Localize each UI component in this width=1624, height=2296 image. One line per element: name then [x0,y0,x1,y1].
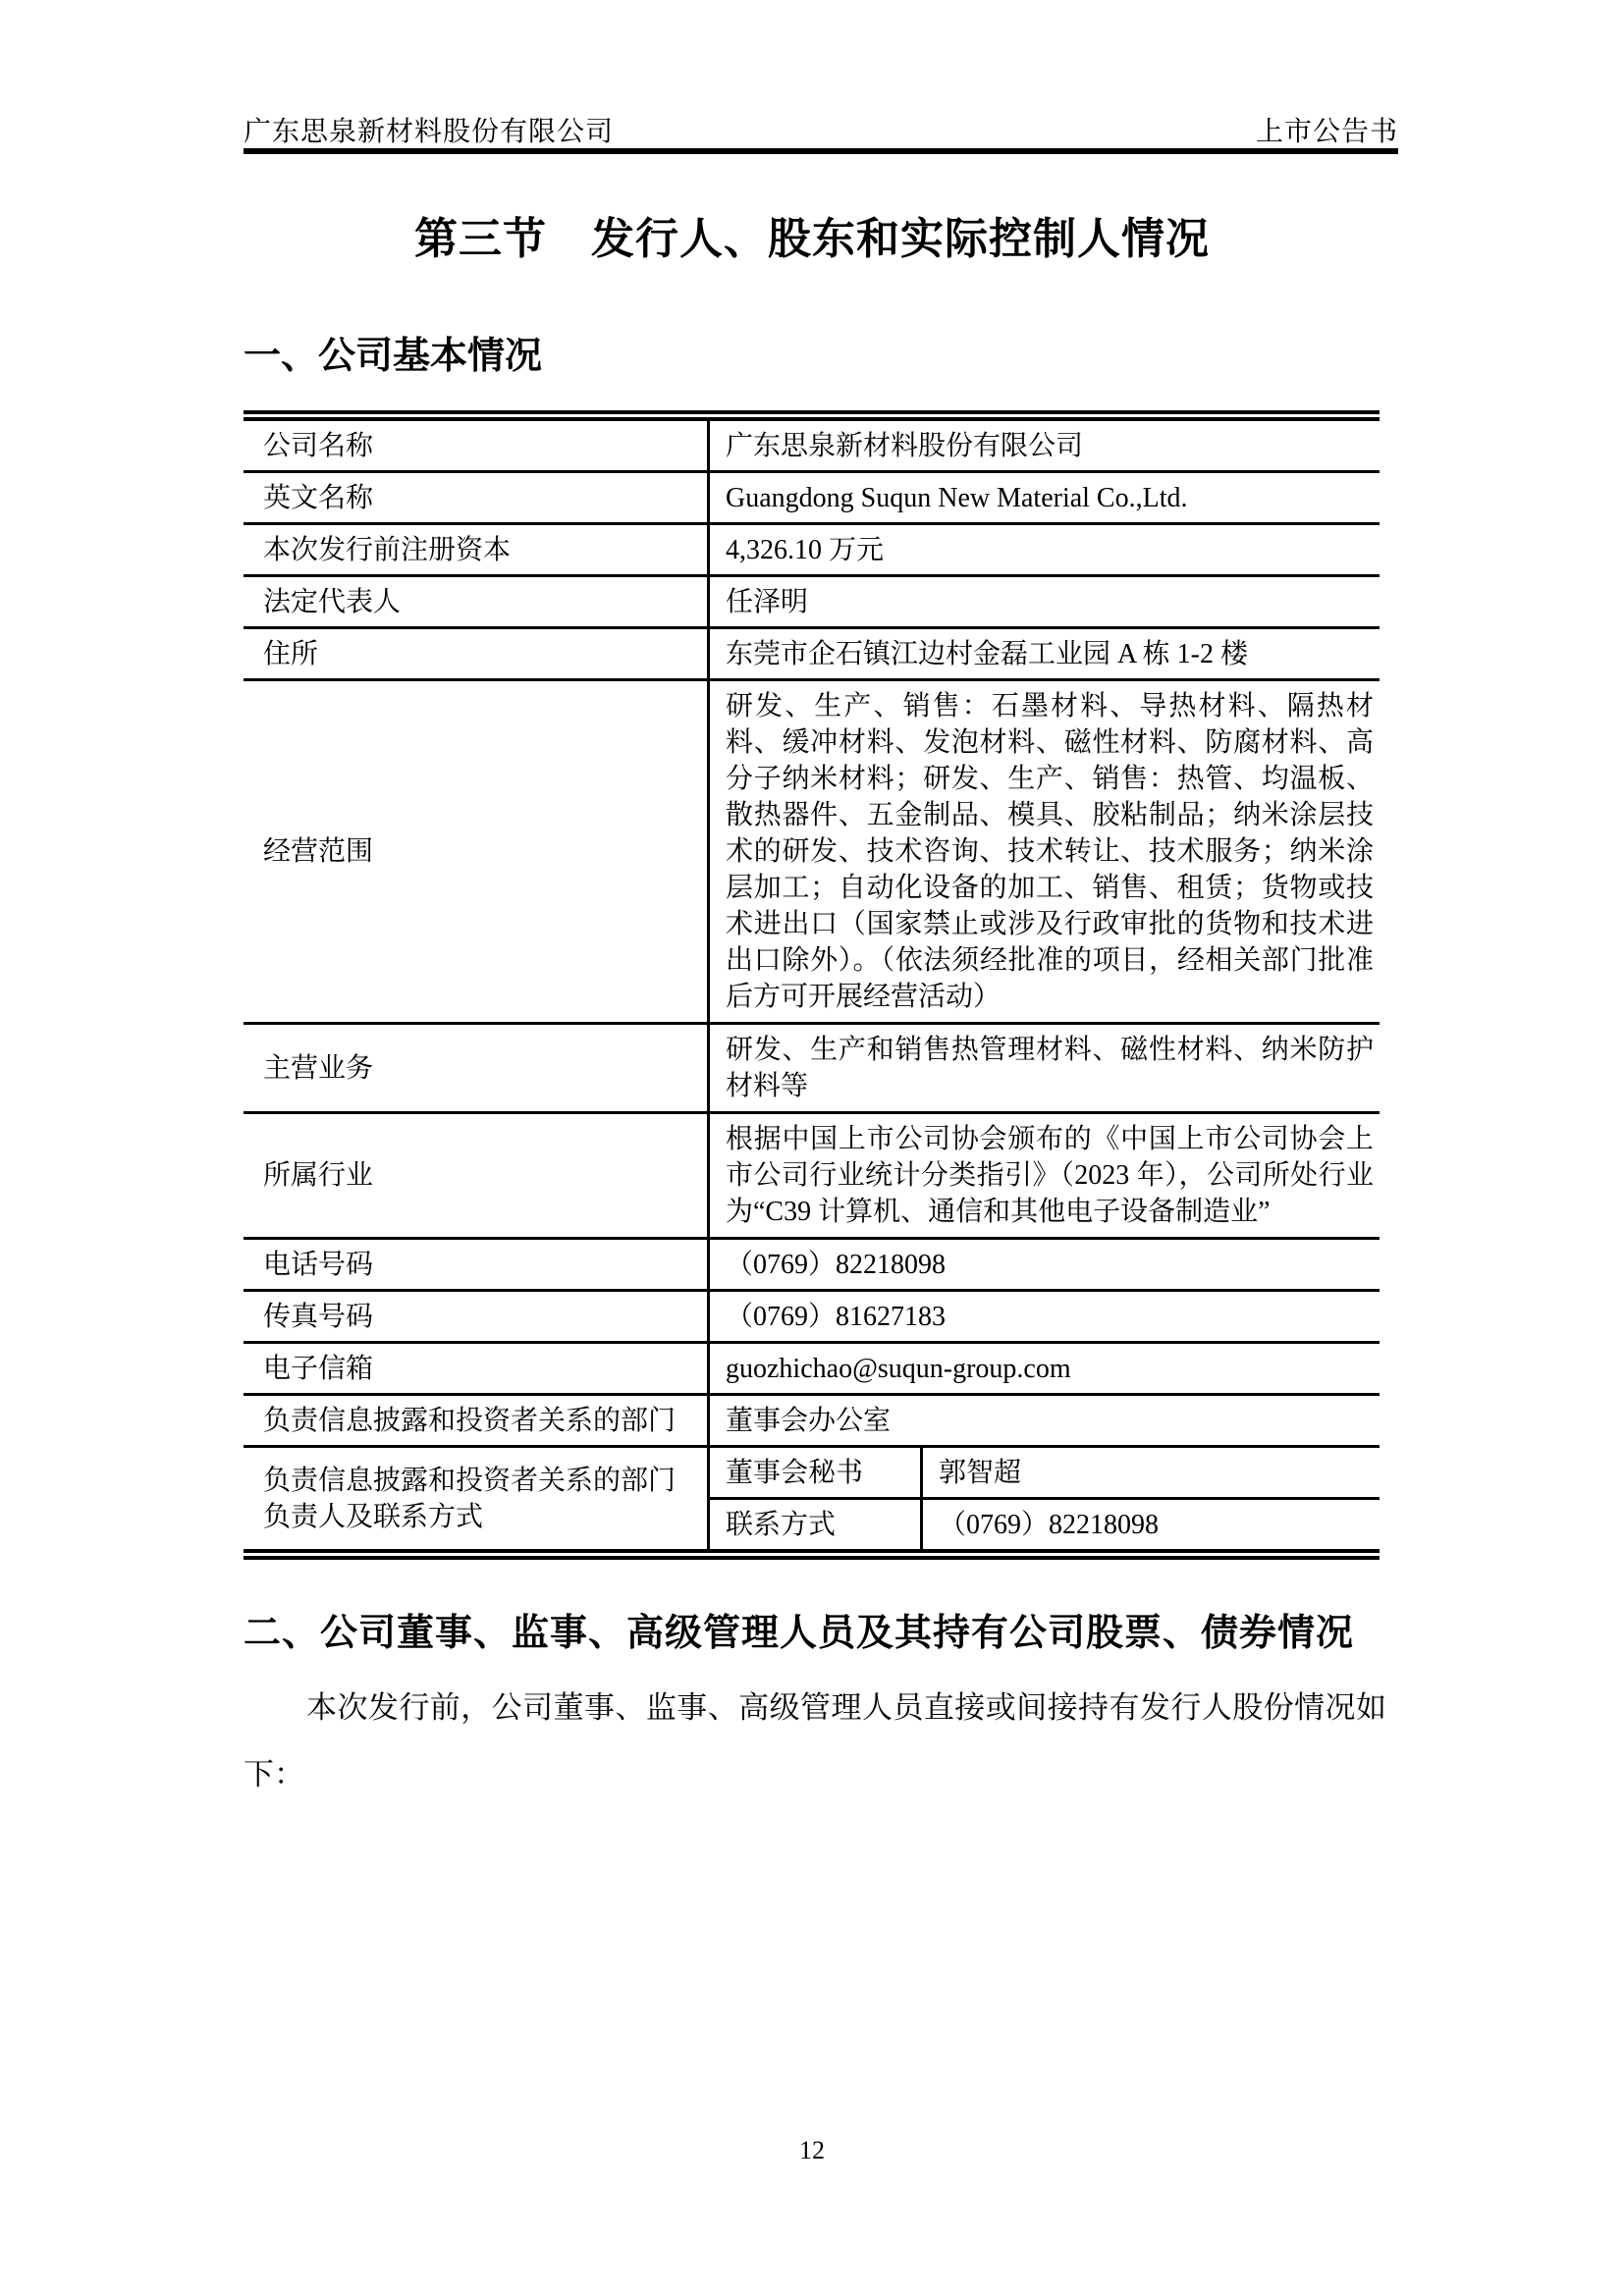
table-row-registered-capital [244,525,1380,577]
row-label [244,1292,707,1341]
row-value [707,525,1380,574]
row-value [707,1114,1380,1237]
row-value-text: （0769）82218098 [726,1249,947,1280]
sub-row-key [710,1500,920,1549]
row-label [244,1114,707,1237]
section2-paragraph: 本次发行前，公司董事、监事、高级管理人员直接或间接持有发行人股份情况如下： [244,1690,1386,1791]
row-label-text: 经营范围 [263,836,374,867]
row-label-text: 英文名称 [263,482,374,513]
row-label-text: 主营业务 [263,1052,374,1084]
section1-heading: 一、公司基本情况 [244,336,543,377]
row-label-text: 传真号码 [263,1301,374,1332]
nested-subtable [707,1448,1380,1549]
row-value-text: 研发、生产、销售：石墨材料、导热材料、隔热材料、缓冲材料、发泡材料、磁性材料、防腐材料、高分子纳米材料；研发、生产、销售：热管、均温板、散热器件、五金制品、模具、胶粘制品；纳米涂层技术的研发、技术咨询、技术转让、技术服务；纳米涂层加工；自动化设备的加工、销售、租赁；货物或技术进出口（国家禁止或涉及行政审批的货物和技术进出口除外）。（依法须经批准的项目，经相关部门批准后方可开展经营活动） [726,691,1374,1012]
table-row-phone [244,1240,1380,1292]
sub-row-secretary [710,1448,1380,1500]
row-value [707,1240,1380,1289]
row-value-text: 4,326.10 万元 [726,534,885,565]
row-value [707,681,1380,1022]
page-title: 第三节 发行人、股东和实际控制人情况 [414,215,1210,263]
row-value-text: guozhichao@suqun-group.com [726,1353,1071,1384]
row-value-text: 广东思泉新材料股份有限公司 [726,430,1084,461]
row-label [244,1240,707,1289]
table-row-english-name [244,473,1380,525]
table-row-fax [244,1292,1380,1344]
page-number: 12 [799,2136,825,2164]
row-value-text: 根据中国上市公司协会颁布的《中国上市公司协会上市公司行业统计分类指引》（2023 年），公司所处行业为“C39 计算机、通信和其他电子设备制造业” [726,1124,1374,1227]
company-info-table [244,410,1380,1560]
row-value-text: （0769）81627183 [726,1301,947,1332]
row-label [244,1025,707,1111]
section2-heading: 二、公司董事、监事、高级管理人员及其持有公司股票、债券情况 [244,1613,1355,1654]
row-value-text: 研发、生产和销售热管理材料、磁性材料、纳米防护材料等 [726,1035,1374,1101]
table-row-address [244,629,1380,681]
row-label [244,421,707,470]
row-value [707,1344,1380,1393]
row-label [244,1396,707,1445]
row-label-text: 公司名称 [263,430,374,461]
row-label-text: 电话号码 [263,1249,374,1280]
table-row-business-scope [244,681,1380,1025]
row-label-text: 负责信息披露和投资者关系的部门负责人及联系方式 [263,1465,677,1532]
sub-row-value-text: （0769）82218098 [939,1509,1160,1540]
row-value [707,577,1380,626]
row-label [244,681,707,1022]
row-label [244,577,707,626]
header-doc-type: 上市公告书 [1255,117,1398,147]
row-label-text: 本次发行前注册资本 [263,534,512,565]
row-label-text: 负责信息披露和投资者关系的部门 [263,1405,677,1436]
row-value [707,473,1380,522]
sub-row-value [920,1500,1380,1549]
row-label-text: 所属行业 [263,1160,374,1191]
sub-row-value [920,1448,1380,1497]
row-label-text: 住所 [263,638,319,669]
header-rule [244,148,1398,154]
table-row-company-name [244,421,1380,473]
table-row-ir-department [244,1396,1380,1448]
table-row-main-business [244,1025,1380,1114]
row-label [244,1344,707,1393]
row-value [707,1292,1380,1341]
sub-row-key-text: 联系方式 [726,1509,837,1540]
row-value-text: 任泽明 [726,586,809,617]
table-row-legal-representative [244,577,1380,629]
row-label [244,629,707,678]
row-value [707,629,1380,678]
table-row-industry [244,1114,1380,1240]
sub-row-value-text: 郭智超 [939,1457,1022,1488]
row-label-text: 电子信箱 [263,1353,374,1384]
sub-row-contact [710,1500,1380,1549]
row-value [707,1396,1380,1445]
row-label [244,1448,707,1549]
sub-row-key [710,1448,920,1497]
row-value-text: Guangdong Suqun New Material Co.,Ltd. [726,482,1188,513]
header-company-name: 广东思泉新材料股份有限公司 [244,117,615,147]
row-label-text: 法定代表人 [263,586,402,617]
row-value-text: 东莞市企石镇江边村金磊工业园 A 栋 1-2 楼 [726,638,1249,669]
row-value-text: 董事会办公室 [726,1405,892,1436]
row-label [244,473,707,522]
table-row-ir-contact [244,1448,1380,1549]
table-row-email [244,1344,1380,1396]
row-label [244,525,707,574]
row-value [707,421,1380,470]
row-value [707,1025,1380,1111]
sub-row-key-text: 董事会秘书 [726,1457,864,1488]
